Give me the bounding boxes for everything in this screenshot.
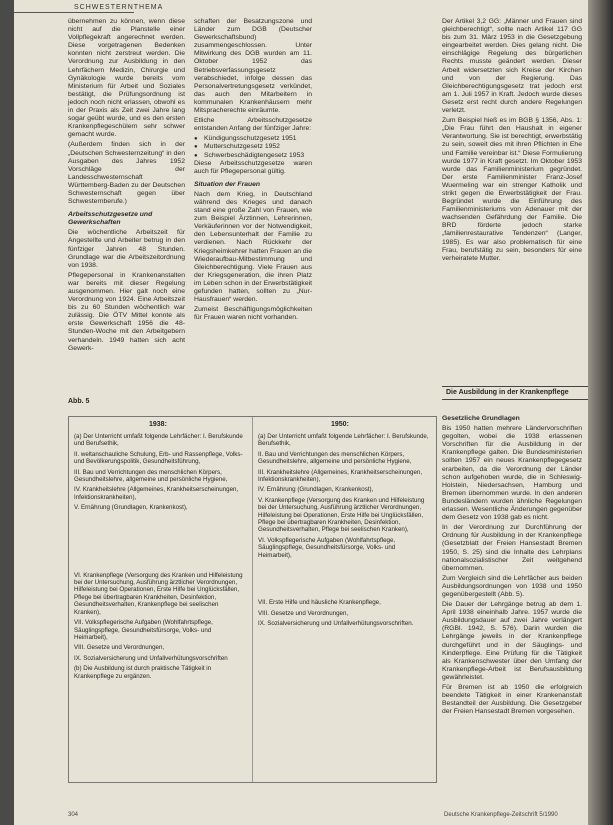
table-entry: VI. Krankenpflege (Versorgung des Kranken und Hilfeleistung bei der Untersuchung, Ausführung ärztlicher Verordnungen, Hilfeleistung bei Operationen, Erste Hilfe bei Unglücksfällen, Pflege bei übertragbaren Krankheiten, Desinfektion, Gesundheitsverhalten, Krankenpflege bei seelischen Kranken), — [74, 571, 243, 616]
table-entry: (a) Der Unterricht umfaßt folgende Lehrfächer: I. Berufskunde, Berufsethik, — [258, 433, 429, 448]
table-entry: VI. Volkspflegerische Aufgaben (Wohlfahrtspflege, Säuglingspflege, Gesundheitsfürsorge, Volks- und Heimarbeit), — [258, 536, 396, 559]
paragraph: schaften der Besatzungszone und Länder zum DGB (Deutscher Gewerkschaftsbund) zusammengeschlossen. Unter Mitwirkung des DGB wurden am 11. Oktober 1952 das Betriebsverfassungsgesetz verabschiedet, infolge dessen das Personalvertretungsgesetz verkündet, das auch den Mitarbeitern in kommunalen Krankenhäusern mehr Mitspracherechte einräumte. — [194, 18, 312, 115]
book-edge — [588, 0, 613, 825]
table-entry: IV. Ernährung (Grundlagen, Krankenkost), — [258, 486, 374, 494]
section-heading: Arbeitsschutzgesetze und Gewerkschaften — [68, 211, 153, 227]
paragraph: Die wöchentliche Arbeitszeit für Angestellte und Arbeiter betrug in den fünfziger Jahren 48 Stunden. Grundlage war die Arbeitszeitordnung von 1938. — [68, 229, 185, 269]
running-header: SCHWESTERNTHEMA — [74, 4, 164, 11]
bullet-item: ● Kündigungsschutzgesetz 1951 — [194, 135, 312, 143]
paragraph: übernehmen zu können, wenn diese nicht auf die Planstelle einer Vollpflegekraft angerechnet werden. Diese vorgetragenen Bedenken konnten nicht zerstreut werden. Die Verordnung zur Ausbildung in den Lehrfächern Medizin, Chirurgie und Gynäkologie wurde bereits vom Ministerium für Arbeit und Soziales bestätigt, die Prüfungsordnung ist jedoch noch nicht erlassen, obwohl es in der Praxis als Zeit zwei Jahre lang sogar geübt wurde, und es den ersten Krankenpflegeschülern sehr schwer gemacht wurde. — [68, 18, 185, 139]
bullet-item: ● Mutterschutzgesetz 1952 — [194, 143, 312, 151]
table-column-1950 — [258, 433, 430, 630]
paragraph: (Außerdem finden sich in der „Deutschen Schwesternzeitung“ in den Ausgaben des Jahres 1952 Vorschläge der Landesschwesternschaft Württemberg-Baden zu der Deutschen Schwesternschaft gegen über Schwesternberufe.) — [68, 141, 185, 206]
paragraph: Nach dem Krieg, in Deutschland während des Krieges und danach stand eine große Zahl von Frauen, wie zum Beispiel Ärztinnen, Lehrerinnen, Verkäuferinnen vor der Notwendigkeit, den Lebensunterhalt der Familie zu verdienen. Nach Rückkehr der Kriegsheimkehrer hatten Frauen an die Wiederaufbau-Mitbestimmung und Gleichberechtigung. Viele Frauen aus der Kriegsgeneration, die ihren Platz im Leben schon in der Erwerbstätigkeit gefunden hatten, sollten zu „Nur-Hausfrauen“ werden. — [194, 190, 312, 304]
paragraph: Zum Vergleich sind die Lehrfächer aus beiden Ausbildungsordnungen von 1938 und 1950 gegenübergestellt (Abb. 5). — [442, 574, 582, 598]
paragraph: Die Dauer der Lehrgänge betrug ab dem 1. April 1938 eineinhalb Jahre. 1957 wurde die Ausbildungsdauer auf zwei Jahre verlängert (RGBl. 1942, S. 576). Darin wurden die Lehrgänge jeweils in der Krankenpflege durchgeführt und in der Säuglings- und Kinderpflege. Eine Prüfung für die Tätigkeit als Krankenschwester über den Umfang der Krankenpflege-Arbeit ist Berufsausbildung gewährleistet. — [442, 601, 582, 681]
table-entry: V. Ernährung (Grundlagen, Krankenkost), — [74, 504, 188, 512]
paragraph: Für Bremen ist ab 1950 die erfolgreich beendete Tätigkeit in einer Krankenanstalt Bestandteil der Ausbildung. Die Gesetzgeber der Freien Hansestadt Bremen vorgesehen. — [442, 684, 582, 716]
table-entry: (b) Die Ausbildung ist durch praktische Tätigkeit in Krankenpflege zu ergänzen. — [74, 665, 212, 680]
comparison-table — [68, 416, 437, 783]
bullet-list — [194, 135, 312, 159]
column-2 — [194, 18, 312, 324]
table-entry: V. Krankenpflege (Versorgung des Kranken und Hilfeleistung bei der Untersuchung, Ausführung ärztlicher Verordnungen, Hilfeleistung bei Operationen, Erste Hilfe bei Unglücksfällen, Pflege bei übertragbaren Krankheiten, Desinfektion, Gesundheitsverhalten, Pflege bei seelischen Kranken), — [258, 496, 425, 534]
table-entry: II. weltanschauliche Schulung, Erb- und Rassenpflege, Volks- und Bevölkerungspolitik, Gesundheitsführung, — [74, 450, 243, 466]
paragraph: Bis 1950 hatten mehrere Ländervorschriften gegolten, wobei die 1938 erlassenen Vorschriften für die Ausbildung in der Krankenpflege galten. Die Bundesministerien sollten 1957 ein neues Krankenpflegegesetz erarbeiten, da die Verordnung der Länder schon aufgehoben wurde, die in Schleswig-Holstein, Niedersachsen, Hamburg und Bremen übernommen wurde. In den anderen Bundesländern wurden ähnliche Regelungen erlassen. Wesentliche Änderungen gegenüber dem Gesetz von 1938 gab es nicht. — [442, 425, 582, 522]
paragraph: Diese Arbeitsschutzgesetze waren auch für Pflegepersonal gültig. — [194, 159, 312, 175]
table-entry: VII. Erste Hilfe und häusliche Krankenpflege, — [258, 599, 381, 607]
document-page — [14, 0, 588, 825]
paragraph: In der Verordnung zur Durchführung der Ordnung für Ausbildung in der Krankenpflege (Gesetzblatt der Freien Hansestadt Bremen 1950, S. 25) sind die Inhalte des Lehrplans nationalsozialistischer Zeit weitgehend übernommen. — [442, 524, 582, 572]
page-number: 304 — [68, 812, 79, 818]
paragraph: Zum Beispiel hieß es im BGB § 1356, Abs. 1: „Die Frau führt den Haushalt in eigener Verantwortung. Sie ist berechtigt, erwerbstätig zu sein, soweit dies mit ihren Pflichten in Ehe und Familie vereinbar ist.“ Diese Formulierung wurde 1977 in Kraft gesetzt. Im Oktober 1953 wurde das Familienministerium gegründet. Der erste Familienminister Franz-Josef Wuermeling war ein strenger Katholik und strikt gegen die Erwerbstätigkeit der Frau. Begründet wurde die Einführung des Familienministeriums von Adenauer mit der wachsenden Gefährdung der Familie. Die BRD förderte jedoch starke „familienrestaurative Tendenzen“ (Langer, 1985). Es war also problematisch für eine Frau, berufstätig zu sein, besonders für eine verheiratete Mutter. — [442, 117, 582, 262]
table-entry: (a) Der Unterricht umfaßt folgende Lehrfächer: I. Berufskunde und Berufsethik, — [74, 433, 243, 448]
table-entry: IX. Sozialversicherung und Unfallverhütungsvorschriften. — [258, 619, 414, 627]
column-3-lower — [442, 410, 582, 718]
table-entry: III. Bau und Verrichtungen des menschlichen Körpers, Gesundheitslehre, allgemeine und persönliche Hygiene, — [74, 468, 228, 484]
column-heading-1950: 1950: — [331, 421, 349, 428]
table-divider — [252, 417, 253, 782]
table-entry: VIII. Gesetze und Verordnungen, — [258, 609, 349, 617]
paragraph: Etliche Arbeitsschutzgesetze entstanden Anfang der fünfziger Jahre: — [194, 117, 312, 133]
table-entry: IX. Sozialversicherung und Unfallverhütungsvorschriften — [74, 654, 228, 662]
paragraph: Der Artikel 3,2 GG: „Männer und Frauen sind gleichberechtigt“, sollte nach Artikel 117 GG bis zum 31. März 1953 in die Gesetzgebung eingearbeitet werden. Dies gelang nicht. Die einschlägige Regelung des bürgerlichen Rechts musste geändert werden. Dieser Arbeit widersetzten sich Kreise der Kirchen und von der Regierung. Das Gleichberechtigungsgesetz trat jedoch erst am 1. Juli 1957 in Kraft. Jedoch wurde dieses Gesetz erst recht durch andere Regelungen verletzt. — [442, 18, 582, 115]
column-heading-1938: 1938: — [149, 421, 167, 428]
table-entry: III. Krankheitslehre (Allgemeines, Krankheitserscheinungen, Infektionskrankheiten), — [258, 468, 423, 484]
table-entry: IV. Krankheitslehre (Allgemeines, Krankheitserscheinungen, Infektionskrankheiten), — [74, 486, 239, 501]
table-column-1938 — [74, 433, 246, 683]
footer-citation: Deutsche Krankenpflege-Zeitschrift 5/1990 — [444, 812, 558, 818]
column-3 — [442, 18, 582, 265]
bullet-item: ● Schwerbeschädigtengesetz 1953 — [194, 152, 312, 160]
table-entry: II. Bau und Verrichtungen des menschlichen Körpers, Gesundheitslehre, allgemeine und persönliche Hygiene, — [258, 450, 412, 466]
paragraph: Pflegepersonal in Krankenanstalten war bereits mit dieser Regelung ausgenommen. Hier galt noch eine Verordnung von 1924. Eine Arbeitszeit bis zu 60 Stunden wöchentlich war zulässig. Die ÖTV Mittel konnte als erste Gewerkschaft 1956 die 48-Stunden-Woche mit den Arbeitgebern verhandeln. 1949 hatten sich acht Gewerk- — [68, 271, 185, 352]
column-1 — [68, 18, 185, 355]
section-heading: Gesetzliche Grundlagen — [442, 415, 520, 422]
figure-label: Abb. 5 — [68, 398, 90, 405]
table-entry: VIII. Gesetze und Verordnungen, — [74, 644, 165, 652]
section-heading: Situation der Frauen — [194, 180, 261, 188]
section-title-bar: Die Ausbildung in der Krankenpflege — [442, 386, 588, 400]
paragraph: Zumeist Beschäftigungsmöglichkeiten für Frauen waren nicht vorhanden. — [194, 306, 312, 322]
table-entry: VII. Volkspflegerische Aufgaben (Wohlfahrtspflege, Säuglingspflege, Gesundheitsfürsorge, Volks- und Heimarbeit), — [74, 619, 213, 641]
